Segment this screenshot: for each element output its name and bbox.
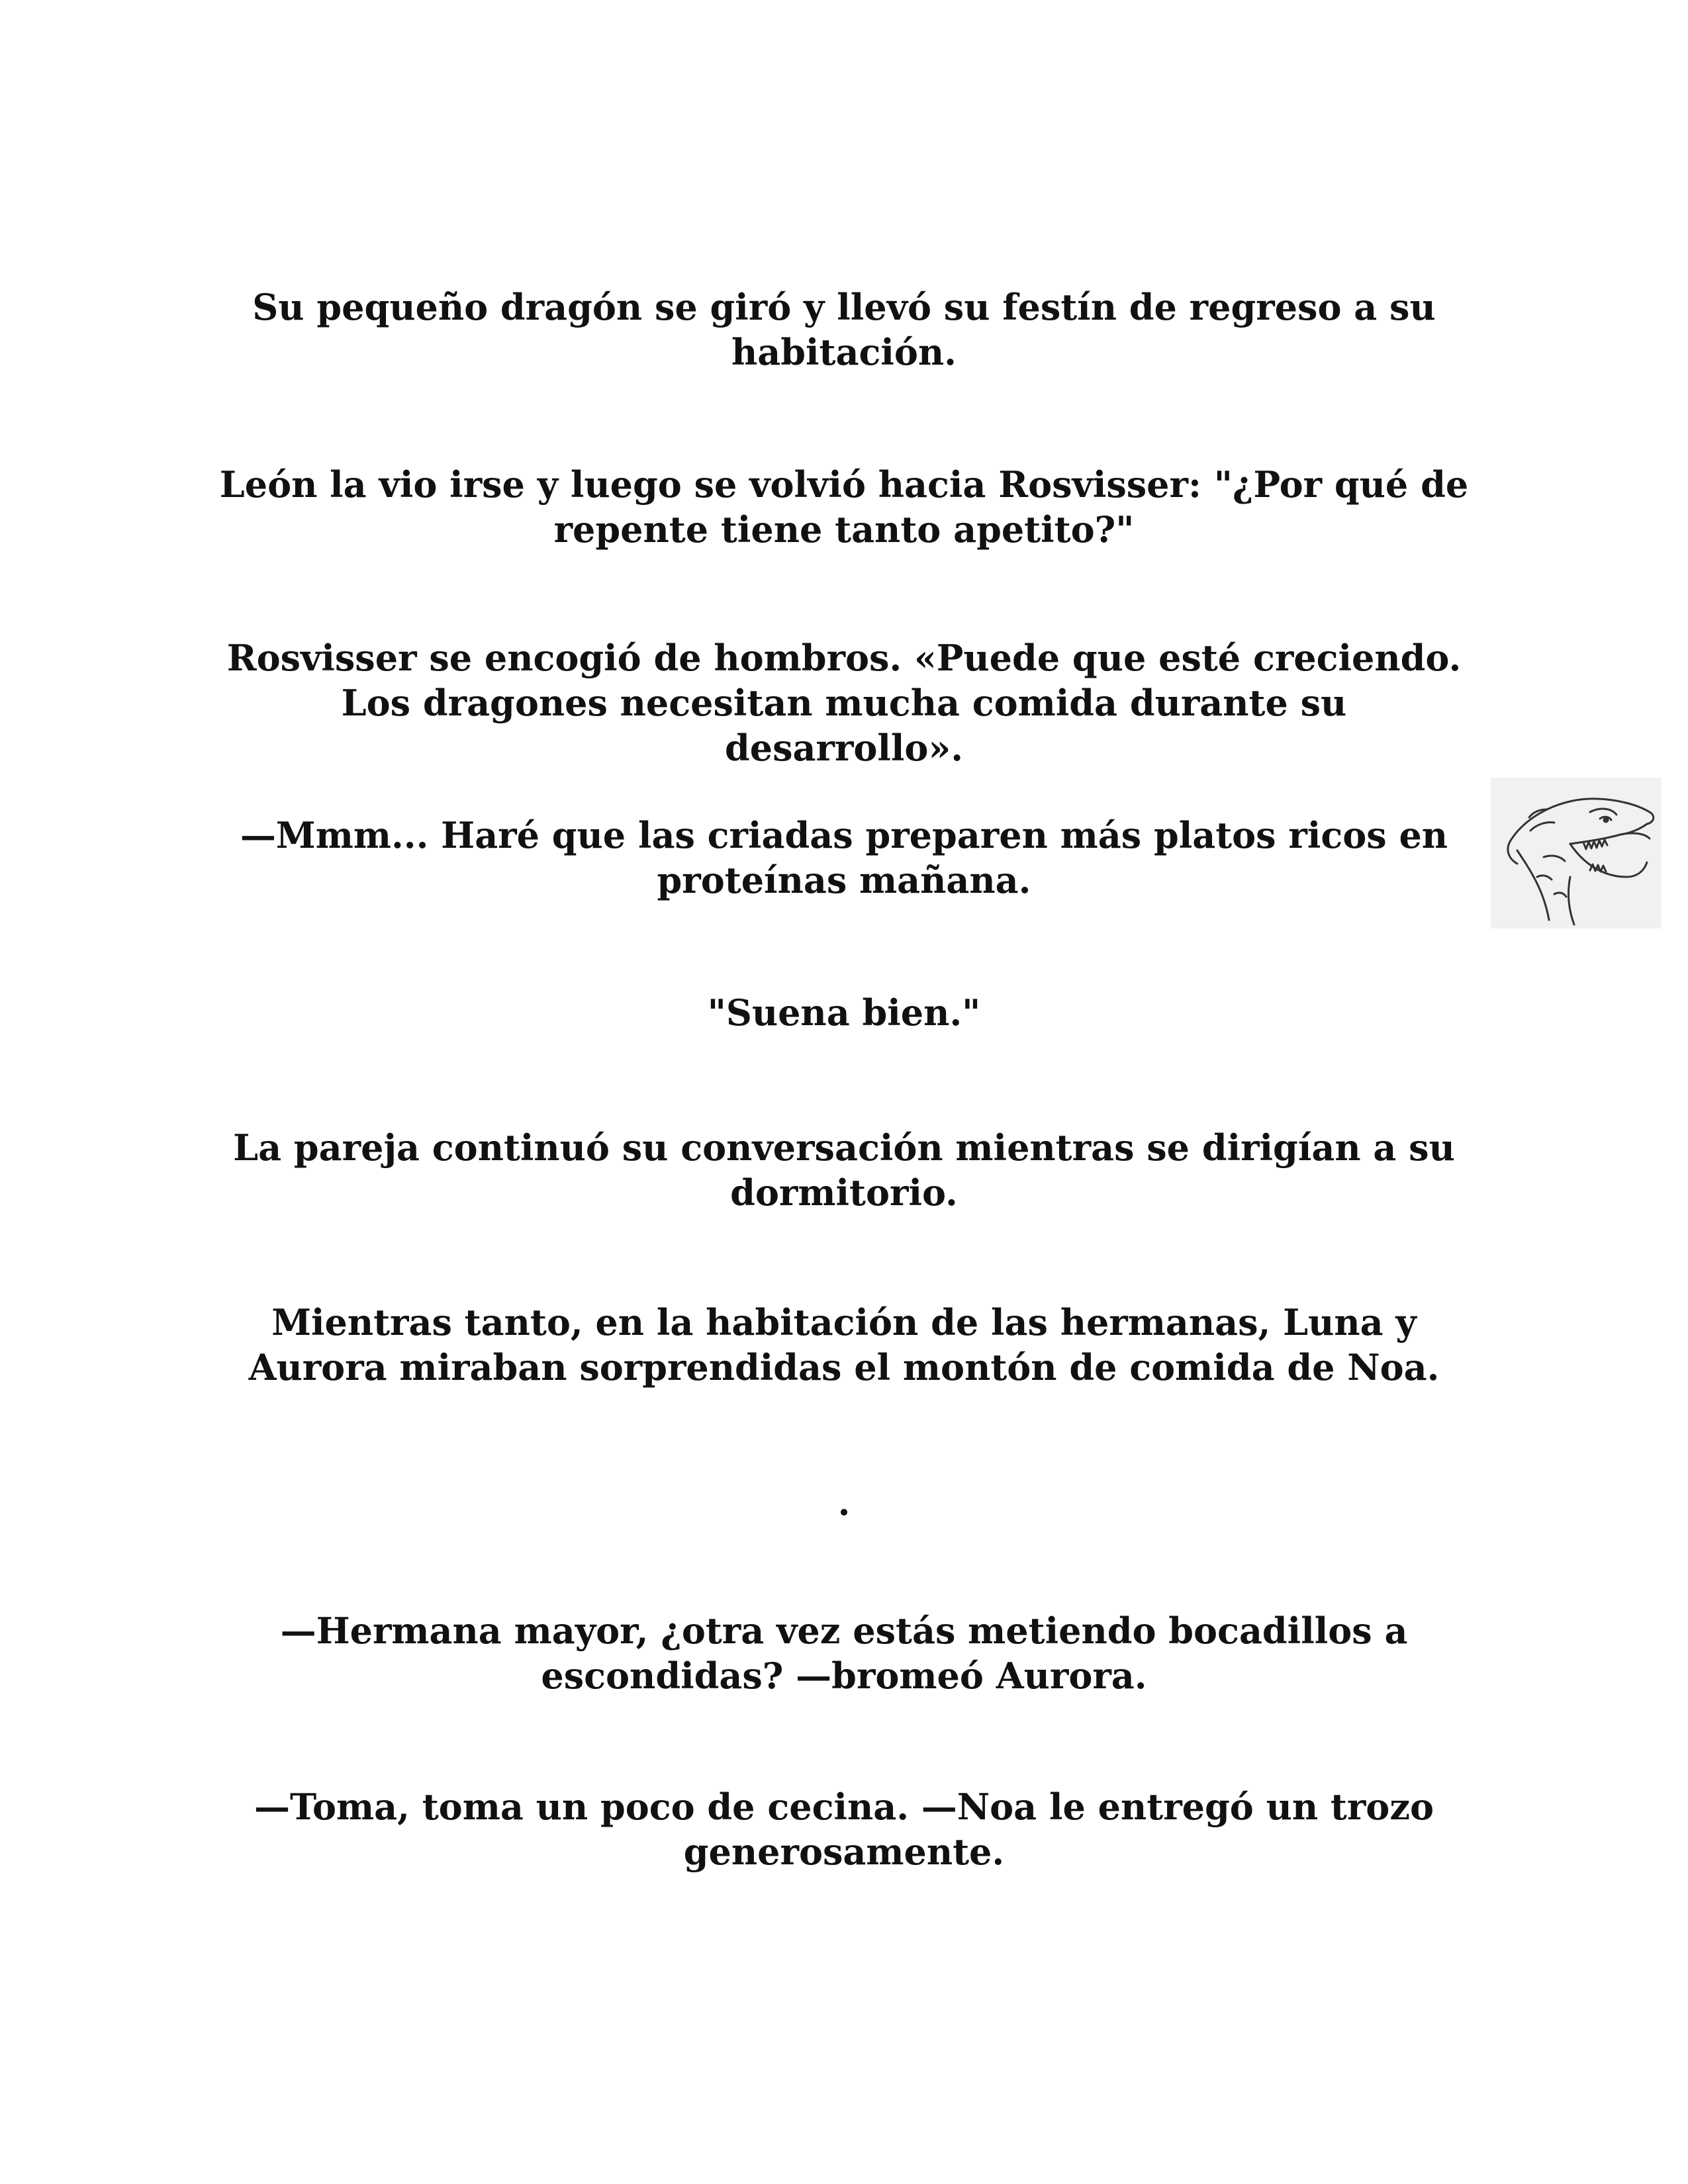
paragraph-2: León la vio irse y luego se volvió hacia Rosvisser: "¿Por qué de repente tiene tanto apetito?" [219, 463, 1469, 551]
paragraph-8: —Hermana mayor, ¿otra vez estás metiendo bocadillos a escondidas? —bromeó Aurora. [280, 1610, 1408, 1697]
dinosaur-head-icon [1491, 778, 1662, 929]
paragraph-6: La pareja continuó su conversación mientras se dirigían a su dormitorio. [233, 1126, 1455, 1214]
paragraph-3: Rosvisser se encogió de hombros. «Puede que esté creciendo. Los dragones necesitan mucha comida durante su desarrollo». [226, 637, 1462, 769]
paragraph-9: —Toma, toma un poco de cecina. —Noa le entregó un trozo generosamente. [254, 1786, 1434, 1873]
paragraph-7: Mientras tanto, en la habitación de las hermanas, Luna y Aurora miraban sorprendidas el montón de comida de Noa. [248, 1301, 1440, 1388]
paragraph-1: Su pequeño dragón se giró y llevó su festín de regreso a su habitación. [252, 286, 1436, 373]
paragraph-5: "Suena bien." [707, 991, 981, 1034]
paragraph-4: —Mmm... Haré que las criadas preparen más platos ricos en proteínas mañana. [240, 814, 1448, 901]
section-separator: . [837, 1481, 851, 1524]
